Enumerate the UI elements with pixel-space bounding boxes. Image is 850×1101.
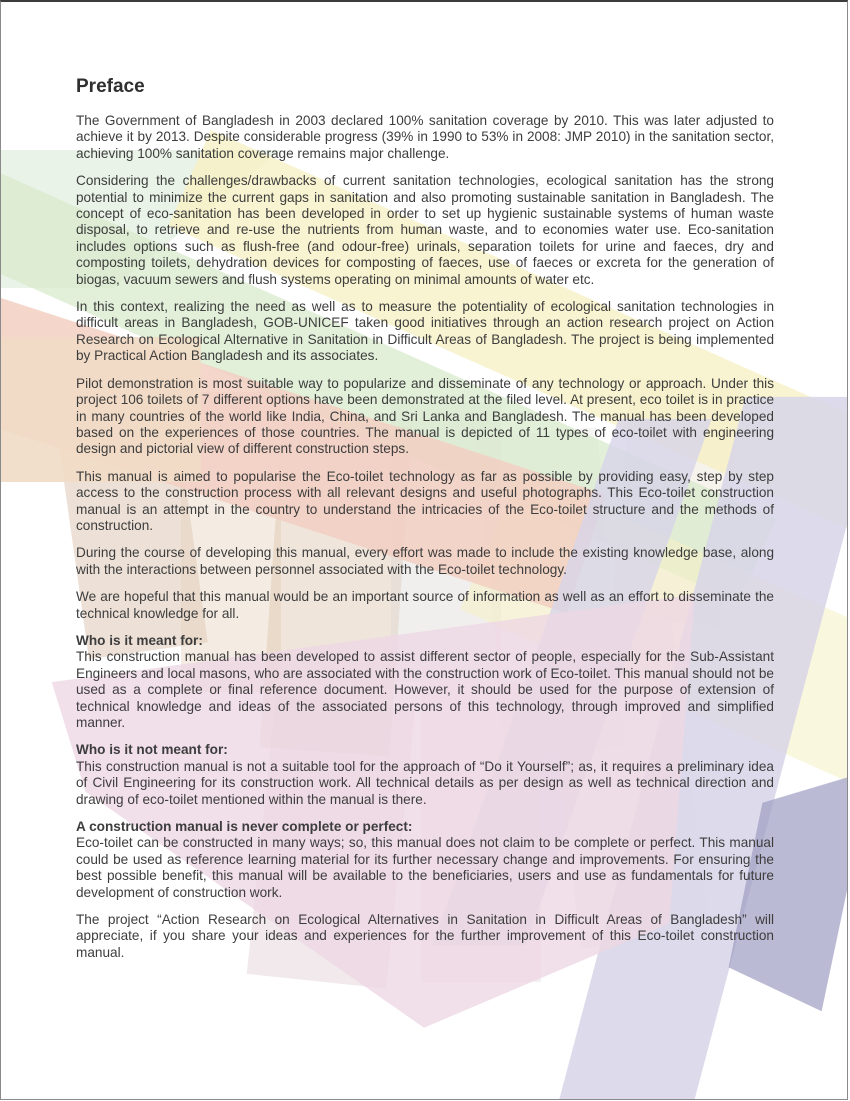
paragraph-manual-aim: This manual is aimed to popularise the Eco-toilet technology as far as possible by providing easy, step by step access to the construction process with all relevant designs and useful photographs. This Eco-toilet construction manual is an attempt in the country to understand the intricacies of the Eco-toilet structure and the methods of construction. — [76, 468, 774, 533]
paragraph-gob-unicef-project: In this context, realizing the need as well as to measure the potentiality of ecological sanitation technologies in difficult areas in Bangladesh, GOB-UNICEF taken good initiatives through an action research project on Action Research on Ecological Alternative in Sanitation in Difficult Areas of Bangladesh. The project is being implemented by Practical Action Bangladesh and its associates. — [76, 299, 774, 364]
section-meant-for — [76, 633, 774, 731]
section-heading: A construction manual is never complete or perfect: — [76, 819, 413, 835]
section-body: Eco-toilet can be constructed in many ways; so, this manual does not claim to be complete or perfect. This manual could be used as reference learning material for its further necessary change and improvements. For ensuring the best possible benefit, this manual will be available to the beneficiaries, users and use as fundamentals for future development of construction work. — [76, 835, 774, 900]
paragraph-hopeful: We are hopeful that this manual would be an important source of information as well as an effort to disseminate the technical knowledge for all. — [76, 589, 774, 621]
section-body: This construction manual is not a suitable tool for the approach of “Do it Yourself”; as, it requires a preliminary idea of Civil Engineering for its construction work. All technical details as per design as well as technical direction and drawing of eco-toilet mentioned within the manual is there. — [76, 758, 774, 807]
page-title: Preface — [76, 76, 145, 97]
section-not-meant-for — [76, 742, 774, 808]
section-heading: Who is it meant for: — [76, 632, 203, 648]
section-never-complete — [76, 819, 774, 901]
paragraph-sanitation-coverage: The Government of Bangladesh in 2003 declared 100% sanitation coverage by 2010. This was later adjusted to achieve it by 2013. Despite considerable progress (39% in 1990 to 53% in 2008: JMP 2010) in the sanitation sector, achieving 100% sanitation coverage remains major challenge. — [76, 113, 774, 161]
paragraph-pilot-demonstration: Pilot demonstration is most suitable way to popularize and disseminate of any technology or approach. Under this project 106 toilets of 7 different options have been demonstrated at the filed level. At present, eco toilet is in practice in many countries of the world like India, China, and Sri Lanka and Bangladesh. The manual has been developed based on the experiences of those countries. The manual is depicted of 11 types of eco-toilet with engineering design and pictorial view of different construction steps. — [76, 375, 774, 457]
section-heading: Who is it not meant for: — [76, 742, 228, 758]
paragraph-ecological-sanitation: Considering the challenges/drawbacks of current sanitation technologies, ecological sanitation has the strong potential to minimize the current gaps in sanitation and also promoting sustainable sanitation in Bangladesh. The concept of eco-sanitation has been developed in order to set up hygienic sustainable systems of human waste disposal, to retrieve and re-use the nutrients from human waste, and to economies water use. Eco-sanitation includes options such as flush-free (and odour-free) urinals, separation toilets for urine and faeces, dry and composting toilets, dehydration devices for composting of faeces, use of faeces or excreta for the generation of biogas, vacuum sewers and flush systems operating on minimal amounts of water etc. — [76, 173, 774, 287]
closing-paragraph: The project “Action Research on Ecological Alternatives in Sanitation in Difficult Areas of Bangladesh” will appreciate, if you share your ideas and experiences for the further improvement of this Eco-toilet construction manual. — [76, 912, 774, 960]
preface-content — [1, 2, 847, 961]
paragraph-knowledge-base: During the course of developing this manual, every effort was made to include the existing knowledge base, along with the interactions between personnel associated with the Eco-toilet technology. — [76, 545, 774, 577]
section-body: This construction manual has been developed to assist different sector of people, especially for the Sub-Assistant Engineers and local masons, who are associated with the construction work of Eco-toilet. This manual should not be used as a complete or final reference document. However, it should be used for the purpose of extension of technical knowledge and ideas of the associated persons of this technology, through improved and simplified manner. — [76, 649, 774, 730]
